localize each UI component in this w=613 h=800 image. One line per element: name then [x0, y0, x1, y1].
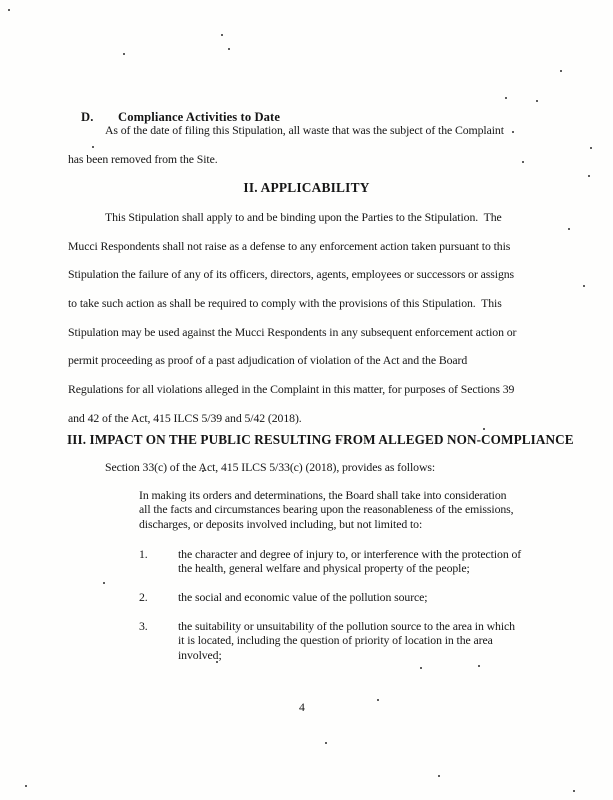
list-item-line: the social and economic value of the pollution source;	[178, 590, 428, 604]
statute-blockquote	[139, 488, 559, 531]
scan-speck	[438, 775, 440, 777]
scan-speck	[420, 667, 422, 669]
list-item-line: the character and degree of injury to, or interference with the protection of	[178, 547, 522, 561]
scan-speck	[590, 147, 592, 149]
blockquote-line: all the facts and circumstances bearing upon the reasonableness of the emissions,	[139, 502, 514, 517]
paragraph-line: permit proceeding as proof of a past adjudication of violation of the Act and the Board	[68, 353, 468, 368]
statute-list-item	[139, 619, 515, 662]
blockquote-line: In making its orders and determinations, the Board shall take into consideration	[139, 488, 507, 502]
scan-speck	[25, 785, 27, 787]
page-number: 4	[299, 700, 305, 714]
section-iii-heading: III. IMPACT ON THE PUBLIC RESULTING FROM ALLEGED NON-COMPLIANCE	[67, 432, 574, 447]
list-item-line: the suitability or unsuitability of the pollution source to the area in which	[178, 619, 515, 633]
scan-speck	[228, 48, 230, 50]
paragraph-line: Mucci Respondents shall not raise as a defense to any enforcement action taken pursuant to this	[68, 238, 511, 253]
list-item-text	[178, 619, 515, 662]
paragraph-line: has been removed from the Site.	[68, 151, 218, 166]
applicability-paragraph	[68, 203, 516, 433]
scan-speck	[8, 9, 10, 11]
statute-intro-line: Section 33(c) of the Act, 415 ILCS 5/33(c) (2018), provides as follows:	[105, 460, 436, 474]
scan-speck	[221, 34, 223, 36]
paragraph-line: Regulations for all violations alleged in the Complaint in this matter, for purposes of Sections 39	[68, 382, 515, 397]
list-item-number: 2.	[139, 590, 148, 604]
scan-speck	[522, 161, 524, 163]
list-item-number: 1.	[139, 547, 148, 561]
section-d-heading-title: Compliance Activities to Date	[118, 110, 281, 124]
scan-speck	[325, 742, 327, 744]
scan-speck	[478, 665, 480, 667]
scan-speck	[573, 790, 575, 792]
scan-speck	[568, 228, 570, 230]
list-item-text	[178, 547, 521, 576]
list-item-line: the health, general welfare and physical property of the people;	[178, 561, 470, 576]
list-item-line: it is located, including the question of priority of location in the area	[178, 633, 493, 648]
paragraph-line: and 42 of the Act, 415 ILCS 5/39 and 5/42 (2018).	[68, 410, 302, 425]
scan-speck	[536, 100, 538, 102]
paragraph-line: to take such action as shall be required to comply with the provisions of this Stipulation. This	[68, 296, 502, 311]
list-item-line: involved;	[178, 647, 222, 662]
statute-list-item	[139, 547, 521, 576]
scan-speck	[512, 131, 514, 133]
section-d-heading-label: D.	[81, 110, 94, 124]
scan-speck	[583, 285, 585, 287]
list-item-text	[178, 590, 427, 604]
scan-speck	[505, 97, 507, 99]
paragraph-line: This Stipulation shall apply to and be binding upon the Parties to the Stipulation. The	[105, 210, 502, 224]
scan-speck	[560, 70, 562, 72]
scan-speck	[123, 53, 125, 55]
list-item-number: 3.	[139, 619, 148, 633]
paragraph-line: Stipulation the failure of any of its officers, directors, agents, employees or successors or assigns	[68, 267, 515, 282]
section-ii-heading: II. APPLICABILITY	[243, 180, 370, 195]
paragraph-line: Stipulation may be used against the Mucci Respondents in any subsequent enforcement action or	[68, 324, 517, 339]
statute-list-item	[139, 590, 427, 604]
section-d-paragraph	[68, 116, 504, 173]
scan-speck	[588, 175, 590, 177]
scan-speck	[103, 582, 105, 584]
blockquote-line: discharges, or deposits involved including, but not limited to:	[139, 516, 423, 531]
paragraph-line: As of the date of filing this Stipulation, all waste that was the subject of the Complaint	[105, 123, 504, 137]
